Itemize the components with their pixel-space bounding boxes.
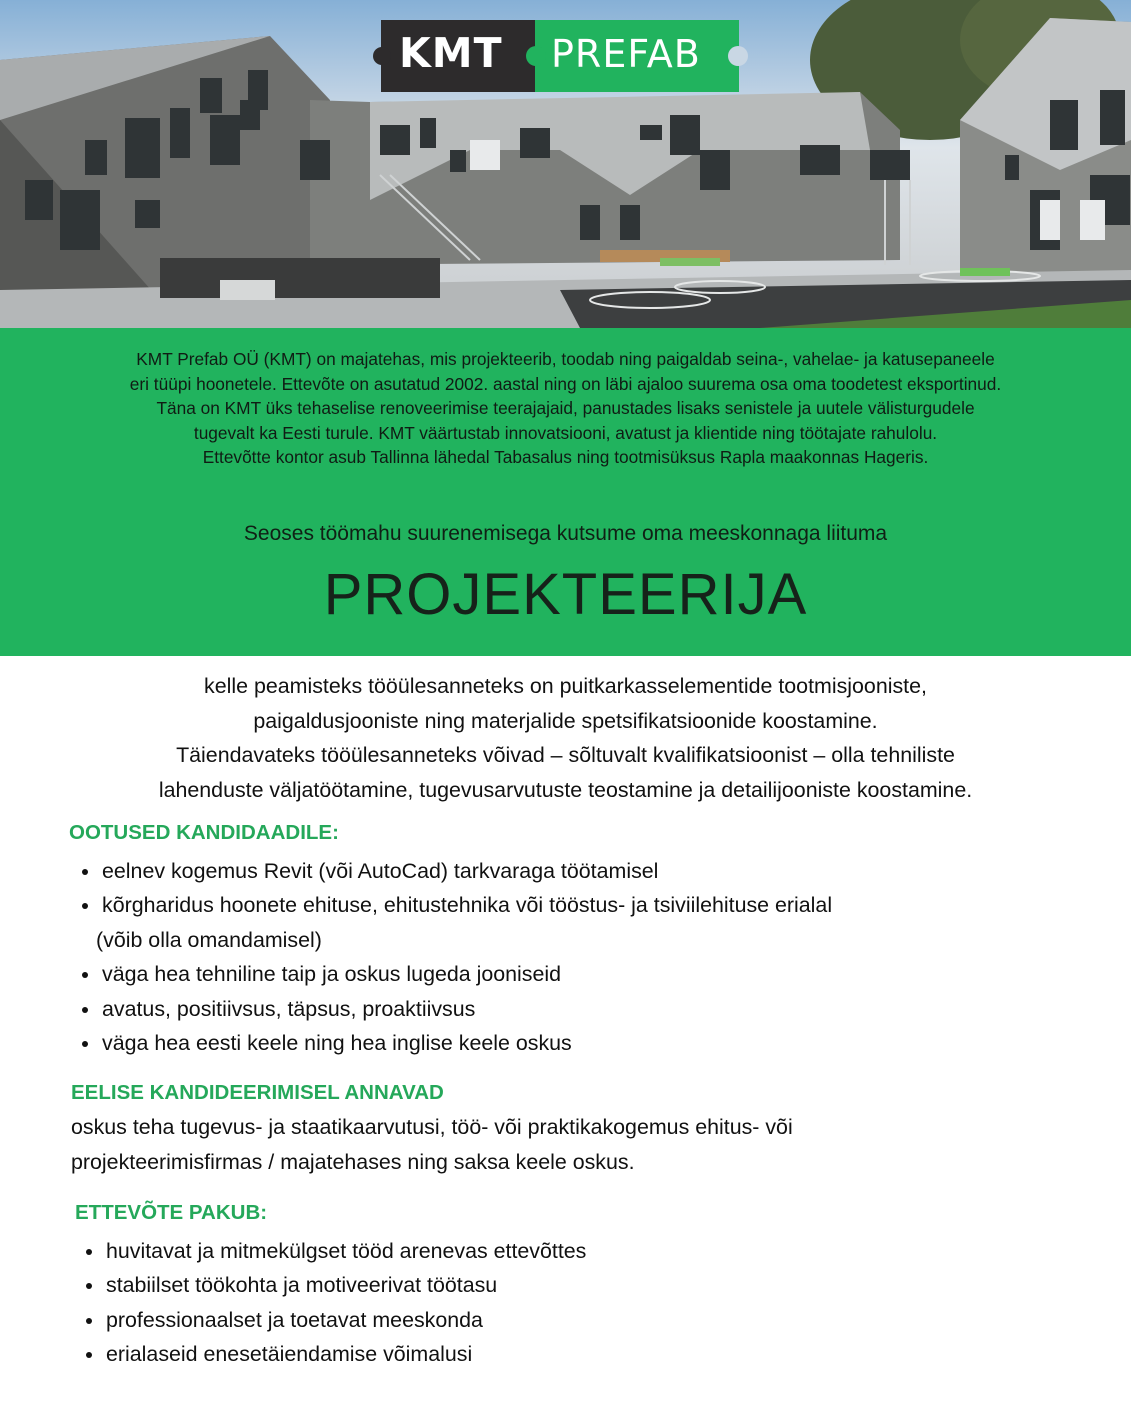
offers-list xyxy=(80,1234,586,1372)
list-item-text: väga hea eesti keele ning hea inglise keele oskus xyxy=(102,1031,572,1056)
intro-line: eri tüüpi hoonetele. Ettevõte on asutatud 2002. aastal ning on läbi ajaloo suurema osa oma toodetest eksportinud. xyxy=(129,373,1002,394)
bench xyxy=(960,268,1010,276)
advantages-heading: EELISE KANDIDEERIMISEL ANNAVAD xyxy=(71,1081,444,1104)
description-line: Täiendavateks tööülesanneteks võivad – sõltuvalt kvalifikatsioonist – olla tehniliste xyxy=(176,743,955,767)
invitation-text: Seoses töömahu suurenemisega kutsume oma meeskonnaga liituma xyxy=(243,522,888,545)
logo-prefab-text: PREFAB xyxy=(551,32,701,76)
job-description xyxy=(0,669,1131,807)
list-item xyxy=(80,1268,586,1302)
list-item xyxy=(80,1337,586,1371)
bullet-icon xyxy=(86,1249,92,1255)
list-item xyxy=(76,992,832,1026)
intro-line: KMT Prefab OÜ (KMT) on majatehas, mis projekteerib, toodab ning paigaldab seina-, vahelae- ja katusepaneele xyxy=(136,349,995,369)
list-item xyxy=(76,1026,832,1060)
bullet-icon xyxy=(82,903,88,909)
company-intro xyxy=(0,347,1131,470)
description-line: kelle peamisteks tööülesanneteks on puitkarkasselementide tootmisjooniste, xyxy=(204,674,927,698)
logo-kmt-block xyxy=(381,20,535,92)
list-item-continuation: (võib olla omandamisel) xyxy=(96,927,322,952)
description-line: lahenduste väljatöötamine, tugevusarvutuste teostamine ja detailijooniste koostamine. xyxy=(158,777,973,802)
job-title: PROJEKTEERIJA xyxy=(323,562,808,627)
list-item xyxy=(80,1234,586,1268)
list-item-text: väga hea tehniline taip ja oskus lugeda jooniseid xyxy=(102,962,562,987)
list-item xyxy=(76,888,832,957)
expectations-heading: OOTUSED KANDIDAADILE: xyxy=(69,821,339,844)
bullet-icon xyxy=(82,869,88,875)
planter xyxy=(160,258,440,298)
list-item-text: huvitavat ja mitmekülgset tööd arenevas ettevõttes xyxy=(106,1239,587,1263)
list-item-text: avatus, positiivsus, täpsus, proaktiivsus xyxy=(102,996,476,1021)
list-item-text: professionaalset ja toetavat meeskonda xyxy=(106,1307,483,1332)
advantages-line: oskus teha tugevus- ja staatikaarvutusi, töö- või praktikakogemus ehitus- või xyxy=(71,1115,793,1139)
bullet-icon xyxy=(86,1318,92,1324)
intro-line: Täna on KMT üks tehaselise renoveerimise teerajajaid, panustades lisaks senistele ja uutele välisturgudele xyxy=(156,398,975,419)
bullet-icon xyxy=(86,1352,92,1358)
advantages-line: projekteerimisfirmas / majatehases ning saksa keele oskus. xyxy=(71,1149,635,1174)
bullet-icon xyxy=(82,972,88,978)
bullet-icon xyxy=(82,1007,88,1013)
list-item-text: erialaseid enesetäiendamise võimalusi xyxy=(106,1342,473,1367)
kmt-prefab-logo xyxy=(381,20,739,92)
list-item xyxy=(80,1303,586,1337)
bullet-icon xyxy=(86,1283,92,1289)
list-item xyxy=(76,957,832,991)
list-item-text: kõrgharidus hoonete ehituse, ehitustehnika või tööstus- ja tsiviilehituse erialal xyxy=(102,893,833,918)
hero-photo xyxy=(0,0,1131,328)
list-item xyxy=(76,854,832,888)
offers-heading: ETTEVÕTE PAKUB: xyxy=(75,1201,268,1224)
logo-kmt-text: KMT xyxy=(399,29,503,77)
list-item-text: stabiilset töökohta ja motiveerivat töötasu xyxy=(106,1273,498,1298)
intro-line: Ettevõtte kontor asub Tallinna lähedal Tabasalus ning tootmisüksus Rapla maakonnas Hageris. xyxy=(202,447,929,468)
expectations-list xyxy=(76,854,832,1060)
intro-line: tugevalt ka Eesti turule. KMT väärtustab innovatsiooni, avatust ja klientide ning töötajate rahulolu. xyxy=(193,422,938,443)
intro-band xyxy=(0,328,1131,656)
logo-prefab-block xyxy=(535,20,739,92)
list-item-text: eelnev kogemus Revit (või AutoCad) tarkvaraga töötamisel xyxy=(102,859,659,883)
advantages-text xyxy=(71,1110,793,1179)
bullet-icon xyxy=(82,1041,88,1047)
description-line: paigaldusjooniste ning materjalide spetsifikatsioonide koostamine. xyxy=(253,708,878,733)
